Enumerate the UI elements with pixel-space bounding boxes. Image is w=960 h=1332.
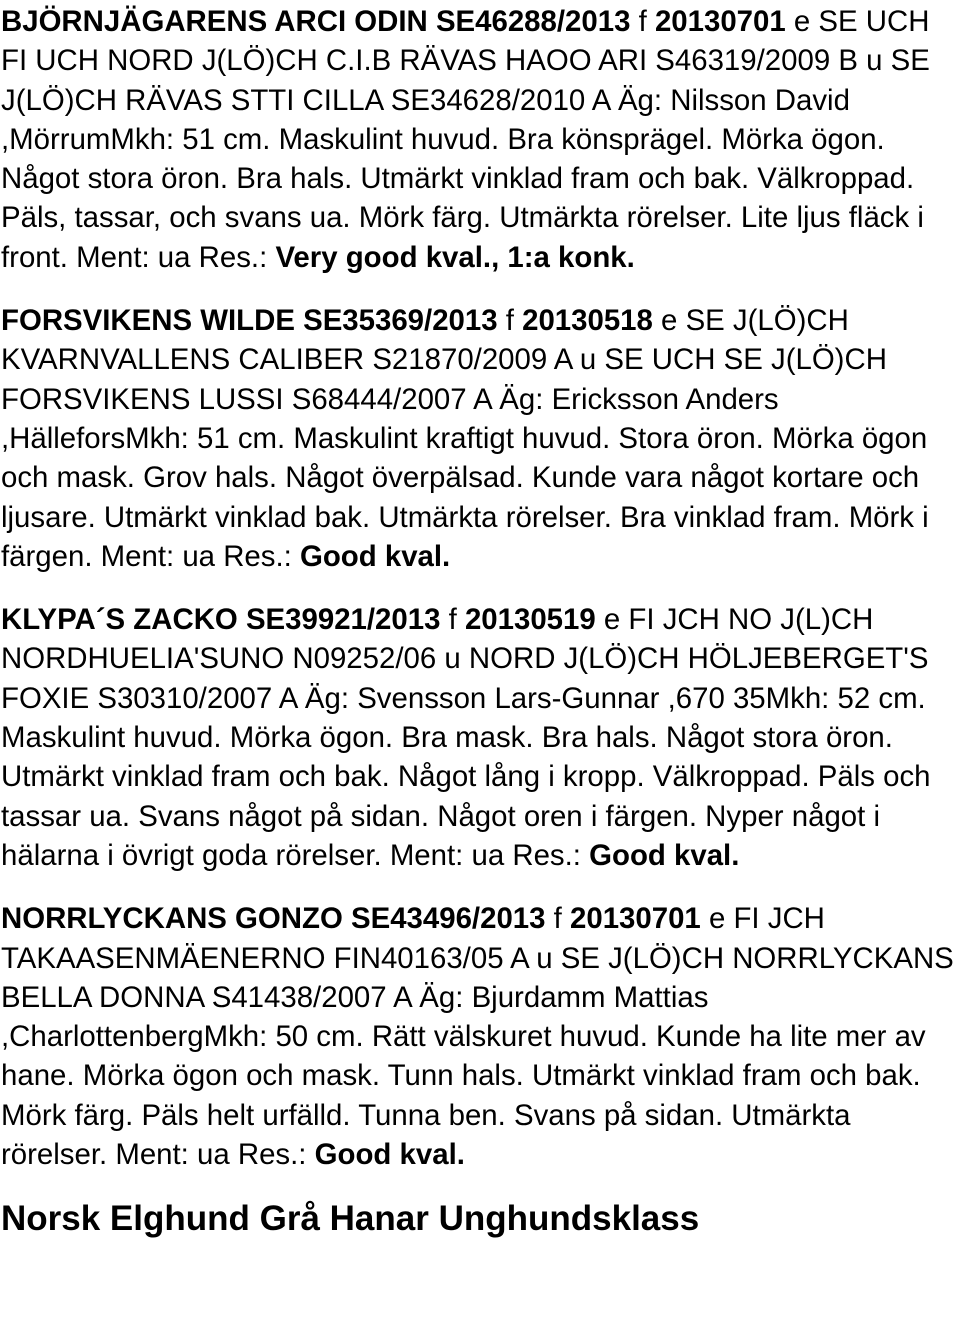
- registration-number: SE43496/2013: [351, 902, 546, 936]
- dog-entry-2: [1, 301, 960, 576]
- result-grade: Very good kval., 1:a konk.: [275, 240, 635, 274]
- dog-entry-1: [1, 2, 960, 277]
- dog-name: NORRLYCKANS GONZO: [1, 902, 343, 936]
- sex-label: f: [638, 5, 647, 38]
- section-heading: Norsk Elghund Grå Hanar Unghundsklass: [1, 1199, 700, 1239]
- sex-label: f: [505, 304, 514, 338]
- sex-label: f: [553, 902, 562, 936]
- result-grade: Good kval.: [299, 539, 451, 573]
- pedigree-and-critique: SE UCH FI UCH NORD J(LÖ)CH C.I.B RÄVAS HAOO ARI S46319/2009 B u SE J(LÖ)CH RÄVAS STTI CILLA SE34628/2010 A Äg: Nilsson David ,MörrumMkh: 51 cm. Maskulint huvud. Bra könsprägel. Mörka ögon. Något stora öron. Bra hals. Utmärkt vinklad fram och bak. Välkroppad. Päls, tassar, och svans ua. Mörk färg. Utmärkta rörelser. Lite ljus fläck i front. Ment: ua Res.:: [1, 5, 930, 274]
- pedigree-and-critique: FI JCH NO J(L)CH NORDHUELIA'SUNO N09252/06 u NORD J(LÖ)CH HÖLJEBERGET'S FOXIE S30310/2007 A Äg: Svensson Lars-Gunnar ,670 35Mkh: 52 cm. Maskulint huvud. Mörka ögon. Bra mask. Bra hals. Något stora öron. Utmärkt vinklad fram och bak. Något lång i kropp. Välkroppad. Päls och tassar ua. Svans något på sidan. Något oren i färgen. Nyper något i hälarna i övrigt goda rörelser. Ment: ua Res.:: [1, 603, 931, 872]
- dog-name: FORSVIKENS WILDE: [1, 304, 295, 338]
- dog-name: BJÖRNJÄGARENS ARCI ODIN: [1, 5, 428, 38]
- registration-number: SE35369/2013: [303, 304, 498, 338]
- registration-number: SE39921/2013: [245, 603, 441, 637]
- sire-separator: e: [603, 603, 621, 637]
- sire-separator: e: [793, 5, 811, 38]
- registration-number: SE46288/2013: [435, 5, 631, 38]
- birth-date: 20130518: [522, 304, 653, 338]
- birth-date: 20130519: [464, 603, 596, 637]
- dog-entry-3: [1, 600, 960, 875]
- birth-date: 20130701: [570, 902, 701, 936]
- dog-name: KLYPA´S ZACKO: [1, 603, 238, 637]
- results-document: [0, 2, 960, 1240]
- dog-entry-4: [1, 899, 960, 1174]
- result-grade: Good kval.: [314, 1138, 465, 1172]
- pedigree-and-critique: SE J(LÖ)CH KVARNVALLENS CALIBER S21870/2009 A u SE UCH SE J(LÖ)CH FORSVIKENS LUSSI S68444/2007 A Äg: Ericksson Anders ,HälleforsMkh: 51 cm. Maskulint kraftigt huvud. Stora öron. Mörka ögon och mask. Grov hals. Något överpälsad. Kunde vara något kortare och ljusare. Utmärkt vinklad bak. Utmärkta rörelser. Bra vinklad fram. Mörk i färgen. Ment: ua Res.:: [1, 304, 929, 573]
- result-grade: Good kval.: [589, 838, 740, 872]
- pedigree-and-critique: FI JCH TAKAASENMÄENERNO FIN40163/05 A u SE J(LÖ)CH NORRLYCKANS BELLA DONNA S41438/2007 A Äg: Bjurdamm Mattias ,CharlottenbergMkh: 50 cm. Rätt välskuret huvud. Kunde ha lite mer av hane. Mörka ögon och mask. Tunn hals. Utmärkt vinklad fram och bak. Mörk färg. Päls helt urfälld. Tunna ben. Svans på sidan. Utmärkta rörelser. Ment: ua Res.:: [1, 902, 954, 1172]
- birth-date: 20130701: [654, 5, 786, 38]
- sire-separator: e: [708, 902, 726, 936]
- sex-label: f: [448, 603, 457, 637]
- sire-separator: e: [661, 304, 678, 338]
